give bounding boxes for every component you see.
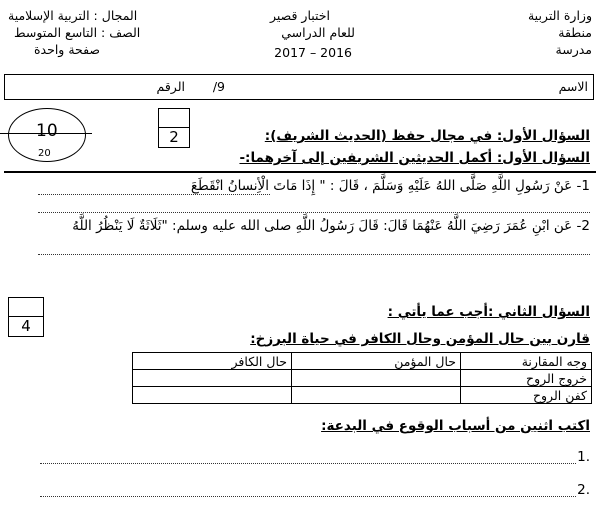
q1-marks-box	[158, 108, 190, 148]
answer-line-1a	[38, 194, 270, 195]
hadith-2: 2- عَن ابْنِ عُمَرَ رَضِيَ اللَّهُ عَنْهُمَا قَالَ: قَالَ رَسُولُ اللَّهِ صلى الله عليه وسلم: "ثَلَاثَةٌ لَا يَنْظُرُ اللَّهُ	[72, 218, 590, 234]
cause-2-number: 2.	[577, 482, 590, 498]
year-range: 2017 – 2016	[274, 45, 352, 60]
class-label: /9	[212, 79, 225, 94]
name-label: الاسم	[558, 79, 588, 94]
total-score: 10	[36, 121, 58, 141]
row-label: خروج الروح	[461, 370, 592, 387]
table-row	[133, 370, 592, 387]
header-cell: حال الكافر	[133, 353, 292, 370]
header-cell: حال المؤمن	[292, 353, 461, 370]
cause-1-line	[40, 463, 576, 464]
q1-marks: 2	[169, 128, 179, 146]
answer-cell[interactable]	[133, 387, 292, 404]
hadith-1: 1- عَنْ رَسُولِ اللَّهِ صَلَّى اللهُ عَلَيْهِ وَسَلَّمَ ، قَالَ : " إِذَا مَاتَ الْأِنسانُ انْقَطَعَ	[190, 178, 590, 194]
q1-heading: السؤال الأول: في مجال حفظ (الحديث الشريف):	[264, 128, 590, 144]
region-label: منطقة	[558, 25, 592, 40]
pages-label: صفحة واحدة	[34, 42, 101, 57]
q2-heading: السؤال الثاني :أجب عما يأتي :	[387, 304, 590, 320]
header-cell: وجه المقارنة	[461, 353, 592, 370]
ministry-label: وزارة التربية	[527, 8, 592, 23]
q1-instruction: السؤال الأول: أكمل الحديثين الشريفين إلى آخرهما:-	[239, 150, 590, 166]
answer-cell[interactable]	[292, 387, 461, 404]
table-header-row	[133, 353, 592, 370]
total-score-sub: 20	[38, 148, 51, 159]
school-label: مدرسة	[555, 42, 592, 57]
subject-label: المجال : التربية الإسلامية	[8, 8, 138, 23]
academic-year-label: للعام الدراسي	[281, 25, 355, 40]
row-label: كفن الروح	[461, 387, 592, 404]
grade-label: الصف : التاسع المتوسط	[14, 25, 141, 40]
q2-marks: 4	[21, 317, 31, 335]
answer-cell[interactable]	[292, 370, 461, 387]
causes-title: اكتب اثنين من أسباب الوقوع في البدعة:	[321, 418, 590, 434]
answer-cell[interactable]	[133, 370, 292, 387]
number-label: الرقم	[156, 79, 185, 94]
answer-line-1b	[38, 212, 590, 213]
compare-title: قارن بين حال المؤمن وحال الكافر في حياة البرزخ:	[250, 331, 590, 347]
student-info-box	[4, 74, 594, 100]
cause-1-number: 1.	[577, 449, 590, 465]
cause-2-line	[40, 496, 576, 497]
answer-line-2a	[38, 254, 590, 255]
section-divider	[4, 171, 596, 173]
q2-marks-box	[8, 297, 44, 337]
table-row	[133, 387, 592, 404]
exam-title: اختبار قصير	[269, 8, 330, 23]
comparison-table	[132, 352, 592, 404]
